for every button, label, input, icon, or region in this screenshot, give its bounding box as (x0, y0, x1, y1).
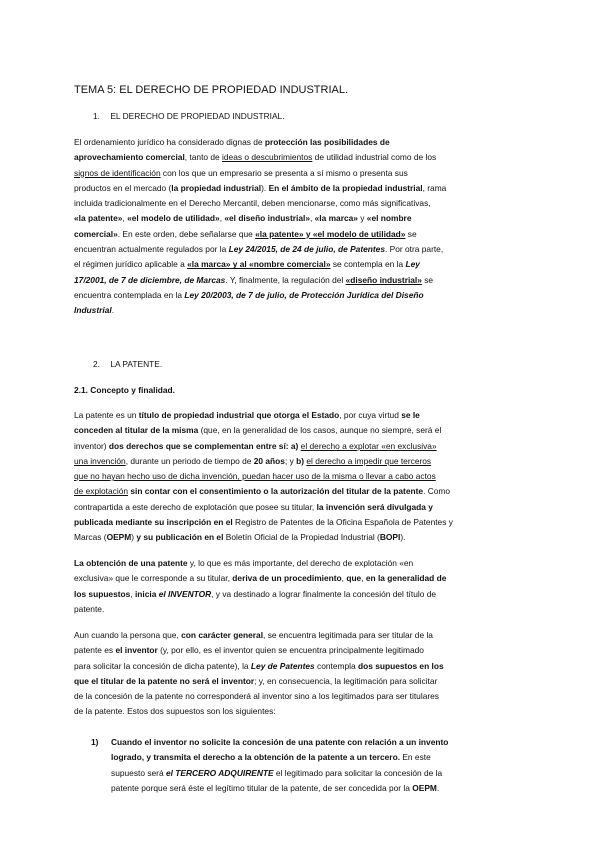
text-line: inventor) dos derechos que se complementan entre sí: a) el derecho a explotar «en exclusiva» (74, 440, 437, 451)
text-line: 17/2001, de 7 de diciembre, de Marcas. Y, finalmente, la regulación del «diseño industrial» se (74, 274, 434, 285)
subsection-heading: 2.1. Concepto y finalidad. (74, 385, 175, 395)
text-line: supuesto será el TERCERO ADQUIRENTE el legitimado para solicitar la concesión de la (111, 767, 443, 778)
text-line: de la concesión de la patente no corresponderá al inventor sino a los legitimados para ser titulares (74, 691, 439, 702)
list-marker: 1) (91, 737, 99, 747)
section-2-number: 2. (93, 359, 100, 369)
list-item-text (111, 735, 448, 796)
text-line: patente porque será éste el legítimo titular de la patente, de ser concedida por la OEPM. (111, 782, 440, 793)
section-1-number: 1. (93, 111, 100, 121)
text-line: encuentra contemplada en la Ley 20/2003, de 7 de julio, de Protección Jurídica del Diseño (74, 289, 424, 300)
text-line: de la patente. Estos dos supuestos son los siguientes: (74, 706, 276, 717)
text-line: El ordenamiento jurídico ha considerado dignas de protección las posibilidades de (74, 137, 390, 147)
text-line: para solicitar la concesión de dicha patente), la Ley de Patentes contempla dos supuestos en los (74, 660, 444, 671)
text-line: de explotación sin contar con el consentimiento o la autorización del titular de la patente. Como (74, 486, 451, 497)
text-line: «la patente», «el modelo de utilidad», «el diseño industrial», «la marca» y «el nombre (74, 213, 412, 224)
text-line: que el titular de la patente no será el inventor; y, en consecuencia, la legitimación para solicitar (74, 675, 438, 686)
text-line: patente es el inventor (y, por ello, es el inventor quien se encuentra principalmente legitimado (74, 645, 424, 656)
text-line: La obtención de una patente y, lo que es más importante, del derecho de explotación «en (74, 558, 414, 568)
text-line: el régimen jurídico aplicable a «la marca» y al «nombre comercial» se contempla en la Ley (74, 259, 420, 270)
paragraph-patent-definition (74, 408, 526, 546)
text-line: los supuestos, inicia el INVENTOR, y va destinado a lograr finalmente la concesión del título de (74, 588, 437, 599)
text-line: aprovechamiento comercial, tanto de ideas o descubrimientos de utilidad industrial como de los (74, 152, 437, 163)
text-line: Industrial. (74, 305, 115, 316)
paragraph-legitimation (74, 628, 526, 720)
text-line: conceden al titular de la misma (que, en la generalidad de los casos, aunque no siempre, será el (74, 425, 442, 436)
text-line: exclusiva» que le corresponde a su titular, deriva de un procedimiento, que, en la generalidad de (74, 573, 447, 584)
document-title: TEMA 5: EL DERECHO DE PROPIEDAD INDUSTRIAL. (74, 84, 349, 96)
text-line: incluida tradicionalmente en el Derecho Mercantil, deben mencionarse, como más significativas, (74, 198, 431, 209)
text-line: comercial». En este orden, debe señalarse que «la patente» y «el modelo de utilidad» se (74, 228, 417, 239)
paragraph-patent-procedure (74, 556, 526, 617)
paragraph-intro (74, 135, 526, 319)
text-line: patente. (74, 603, 105, 614)
text-line: Marcas (OEPM) y su publicación en el Boletín Oficial de la Propiedad Industrial (BOPI). (74, 532, 406, 543)
section-1-heading (93, 110, 285, 122)
section-1-title: EL DERECHO DE PROPIEDAD INDUSTRIAL. (110, 111, 285, 121)
section-2-heading (93, 358, 162, 370)
text-line: Cuando el inventor no solicite la concesión de una patente con relación a un invento (111, 737, 449, 747)
text-line: signos de identificación con los que un empresario se presenta a sí mismo o presenta sus (74, 167, 408, 178)
text-line: encuentran actualmente regulados por la Ley 24/2015, de 24 de julio, de Patentes. Por otra parte, (74, 244, 444, 255)
section-2-title: LA PATENTE. (110, 359, 163, 369)
text-line: logrado, y transmita el derecho a la obtención de la patente a un tercero. En este (111, 752, 431, 763)
text-line: publicada mediante su inscripción en el Registro de Patentes de la Oficina Española de Patentes y (74, 517, 453, 528)
text-line: La patente es un título de propiedad industrial que otorga el Estado, por cuya virtud se le (74, 410, 420, 420)
text-line: productos en el mercado (la propiedad industrial). En el ámbito de la propiedad industrial, rama (74, 182, 447, 193)
text-line: contrapartida a este derecho de explotación que posee su titular, la invención será divulgada y (74, 501, 433, 512)
text-line: una invención, durante un periodo de tiempo de 20 años; y b) el derecho a impedir que terceros (74, 455, 432, 466)
text-line: que no hayan hecho uso de dicha invención, puedan hacer uso de la misma o llevar a cabo actos (74, 471, 436, 482)
text-line: Aun cuando la persona que, con carácter general, se encuentra legitimada para ser titular de la (74, 630, 433, 640)
